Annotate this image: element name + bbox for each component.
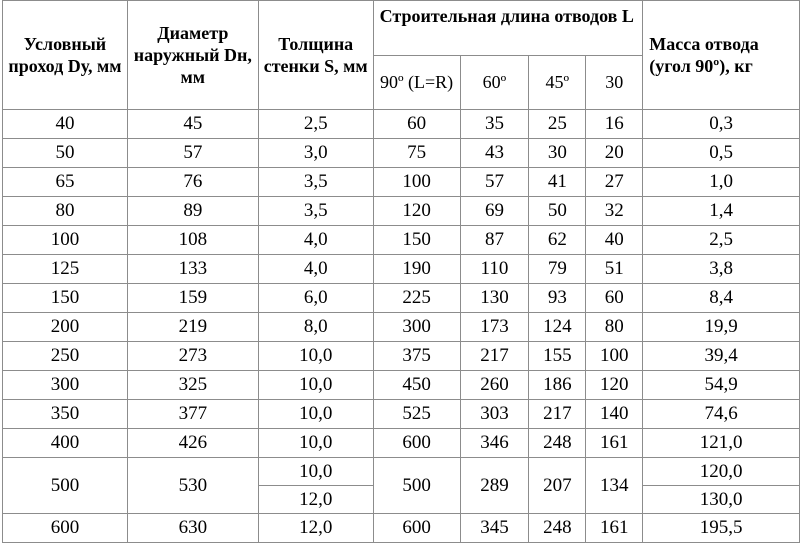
cell-dy: 100 — [3, 226, 128, 255]
cell-dn: 219 — [127, 313, 258, 342]
cell-mass: 130,0 — [643, 486, 800, 514]
cell-s: 3,5 — [258, 197, 373, 226]
cell-l30: 40 — [586, 226, 643, 255]
cell-l90: 225 — [373, 284, 460, 313]
cell-dn: 273 — [127, 342, 258, 371]
cell-mass: 2,5 — [643, 226, 800, 255]
cell-l60: 303 — [460, 400, 529, 429]
cell-l45: 186 — [529, 371, 586, 400]
table-row — [3, 342, 800, 371]
cell-l90: 190 — [373, 255, 460, 284]
table-row — [3, 197, 800, 226]
cell-l60: 289 — [460, 458, 529, 514]
cell-s: 12,0 — [258, 486, 373, 514]
cell-s: 3,0 — [258, 139, 373, 168]
cell-l90: 100 — [373, 168, 460, 197]
cell-s: 3,5 — [258, 168, 373, 197]
cell-dn: 377 — [127, 400, 258, 429]
cell-l45: 248 — [529, 429, 586, 458]
cell-l60: 87 — [460, 226, 529, 255]
table-body — [3, 110, 800, 543]
cell-dn: 45 — [127, 110, 258, 139]
cell-l90: 60 — [373, 110, 460, 139]
cell-l30: 100 — [586, 342, 643, 371]
table-row — [3, 226, 800, 255]
cell-mass: 39,4 — [643, 342, 800, 371]
table-row — [3, 313, 800, 342]
pipe-bend-spec-table — [2, 0, 800, 543]
cell-l60: 345 — [460, 514, 529, 543]
cell-dn: 325 — [127, 371, 258, 400]
table-row — [3, 139, 800, 168]
table-row — [3, 400, 800, 429]
table-row — [3, 168, 800, 197]
cell-s: 4,0 — [258, 226, 373, 255]
cell-l60: 260 — [460, 371, 529, 400]
cell-mass: 1,0 — [643, 168, 800, 197]
cell-l45: 207 — [529, 458, 586, 514]
cell-dy: 80 — [3, 197, 128, 226]
cell-l30: 140 — [586, 400, 643, 429]
table-row — [3, 371, 800, 400]
cell-l30: 51 — [586, 255, 643, 284]
cell-mass: 195,5 — [643, 514, 800, 543]
cell-l30: 80 — [586, 313, 643, 342]
cell-dy: 250 — [3, 342, 128, 371]
cell-s: 8,0 — [258, 313, 373, 342]
cell-l90: 450 — [373, 371, 460, 400]
cell-l45: 217 — [529, 400, 586, 429]
cell-l30: 27 — [586, 168, 643, 197]
cell-l45: 41 — [529, 168, 586, 197]
table-row — [3, 110, 800, 139]
cell-l90: 150 — [373, 226, 460, 255]
cell-l60: 130 — [460, 284, 529, 313]
cell-mass: 54,9 — [643, 371, 800, 400]
cell-l45: 79 — [529, 255, 586, 284]
cell-l45: 30 — [529, 139, 586, 168]
cell-l60: 173 — [460, 313, 529, 342]
cell-l45: 93 — [529, 284, 586, 313]
cell-s: 10,0 — [258, 400, 373, 429]
cell-mass: 121,0 — [643, 429, 800, 458]
cell-l45: 62 — [529, 226, 586, 255]
cell-l60: 217 — [460, 342, 529, 371]
header-angle-90: 90º (L=R) — [373, 56, 460, 110]
cell-dy: 40 — [3, 110, 128, 139]
cell-l90: 500 — [373, 458, 460, 514]
cell-s: 10,0 — [258, 371, 373, 400]
cell-mass: 19,9 — [643, 313, 800, 342]
cell-l45: 25 — [529, 110, 586, 139]
header-wall-thickness: Толщина стенки S, мм — [258, 1, 373, 110]
cell-l90: 120 — [373, 197, 460, 226]
cell-dy: 65 — [3, 168, 128, 197]
cell-dn: 426 — [127, 429, 258, 458]
table-row — [3, 514, 800, 543]
cell-dn: 57 — [127, 139, 258, 168]
cell-mass: 8,4 — [643, 284, 800, 313]
header-length: Строительная длина отводов L — [373, 1, 643, 56]
cell-s: 10,0 — [258, 458, 373, 486]
cell-l60: 57 — [460, 168, 529, 197]
cell-mass: 74,6 — [643, 400, 800, 429]
cell-l30: 161 — [586, 514, 643, 543]
cell-l45: 50 — [529, 197, 586, 226]
cell-dy: 500 — [3, 458, 128, 514]
cell-dn: 133 — [127, 255, 258, 284]
table-row — [3, 458, 800, 486]
cell-s: 12,0 — [258, 514, 373, 543]
cell-s: 4,0 — [258, 255, 373, 284]
cell-mass: 120,0 — [643, 458, 800, 486]
cell-l30: 16 — [586, 110, 643, 139]
cell-mass: 0,5 — [643, 139, 800, 168]
cell-s: 2,5 — [258, 110, 373, 139]
cell-dy: 50 — [3, 139, 128, 168]
cell-dy: 350 — [3, 400, 128, 429]
cell-l60: 346 — [460, 429, 529, 458]
cell-dy: 200 — [3, 313, 128, 342]
cell-s: 10,0 — [258, 342, 373, 371]
table-row — [3, 429, 800, 458]
cell-mass: 1,4 — [643, 197, 800, 226]
header-angle-60: 60º — [460, 56, 529, 110]
header-mass: Масса отвода (угол 90º), кг — [643, 1, 800, 110]
cell-dn: 108 — [127, 226, 258, 255]
cell-dy: 125 — [3, 255, 128, 284]
cell-l30: 20 — [586, 139, 643, 168]
cell-l90: 375 — [373, 342, 460, 371]
cell-l30: 134 — [586, 458, 643, 514]
cell-l90: 600 — [373, 514, 460, 543]
cell-l90: 75 — [373, 139, 460, 168]
cell-dy: 600 — [3, 514, 128, 543]
cell-dn: 76 — [127, 168, 258, 197]
cell-l60: 35 — [460, 110, 529, 139]
cell-l90: 300 — [373, 313, 460, 342]
cell-dy: 150 — [3, 284, 128, 313]
header-dy: Условный проход Dу, мм — [3, 1, 128, 110]
table-row — [3, 284, 800, 313]
header-angle-45: 45º — [529, 56, 586, 110]
cell-l45: 155 — [529, 342, 586, 371]
cell-mass: 3,8 — [643, 255, 800, 284]
cell-dn: 89 — [127, 197, 258, 226]
cell-l90: 600 — [373, 429, 460, 458]
cell-dn: 530 — [127, 458, 258, 514]
cell-l60: 43 — [460, 139, 529, 168]
cell-l90: 525 — [373, 400, 460, 429]
cell-s: 10,0 — [258, 429, 373, 458]
cell-dy: 300 — [3, 371, 128, 400]
cell-s: 6,0 — [258, 284, 373, 313]
cell-dy: 400 — [3, 429, 128, 458]
cell-l60: 110 — [460, 255, 529, 284]
cell-dn: 630 — [127, 514, 258, 543]
cell-l30: 161 — [586, 429, 643, 458]
header-dn: Диаметр наружный Dн, мм — [127, 1, 258, 110]
header-angle-30: 30 — [586, 56, 643, 110]
cell-l30: 120 — [586, 371, 643, 400]
cell-mass: 0,3 — [643, 110, 800, 139]
cell-l30: 60 — [586, 284, 643, 313]
cell-l45: 248 — [529, 514, 586, 543]
cell-l30: 32 — [586, 197, 643, 226]
table-row — [3, 255, 800, 284]
cell-l45: 124 — [529, 313, 586, 342]
cell-dn: 159 — [127, 284, 258, 313]
cell-l60: 69 — [460, 197, 529, 226]
